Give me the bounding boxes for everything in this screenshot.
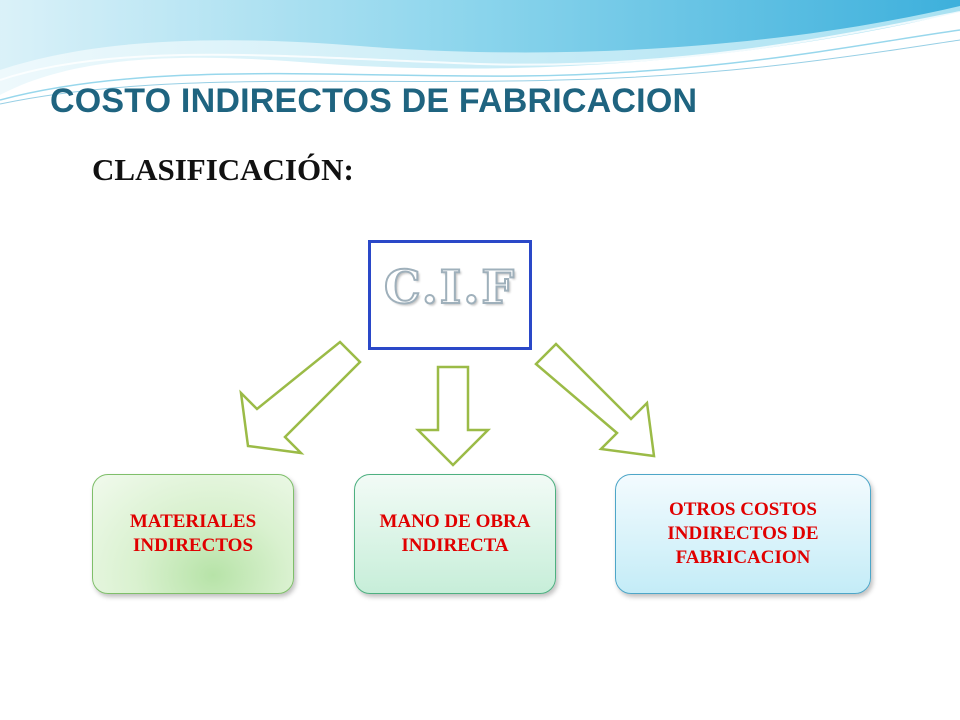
- node-mano-de-obra-indirecta: [354, 474, 556, 594]
- slide-title: COSTO INDIRECTOS DE FABRICACION: [50, 82, 698, 120]
- arrow-down-left-icon: [241, 342, 360, 453]
- classification-subtitle: CLASIFICACIÓN:: [92, 152, 354, 187]
- node-label: MANO DE OBRA INDIRECTA: [379, 511, 531, 556]
- node-label: MATERIALES INDIRECTOS: [129, 511, 257, 556]
- node-label: OTROS COSTOS INDIRECTOS DE FABRICACION: [667, 499, 819, 568]
- arrow-down-icon: [418, 367, 488, 465]
- cif-root-box: [368, 240, 532, 350]
- node-otros-costos-indirectos: [615, 474, 871, 594]
- cif-root-label: C.I.F: [383, 260, 516, 314]
- node-materiales-indirectos: [92, 474, 294, 594]
- arrow-down-right-icon: [536, 344, 654, 456]
